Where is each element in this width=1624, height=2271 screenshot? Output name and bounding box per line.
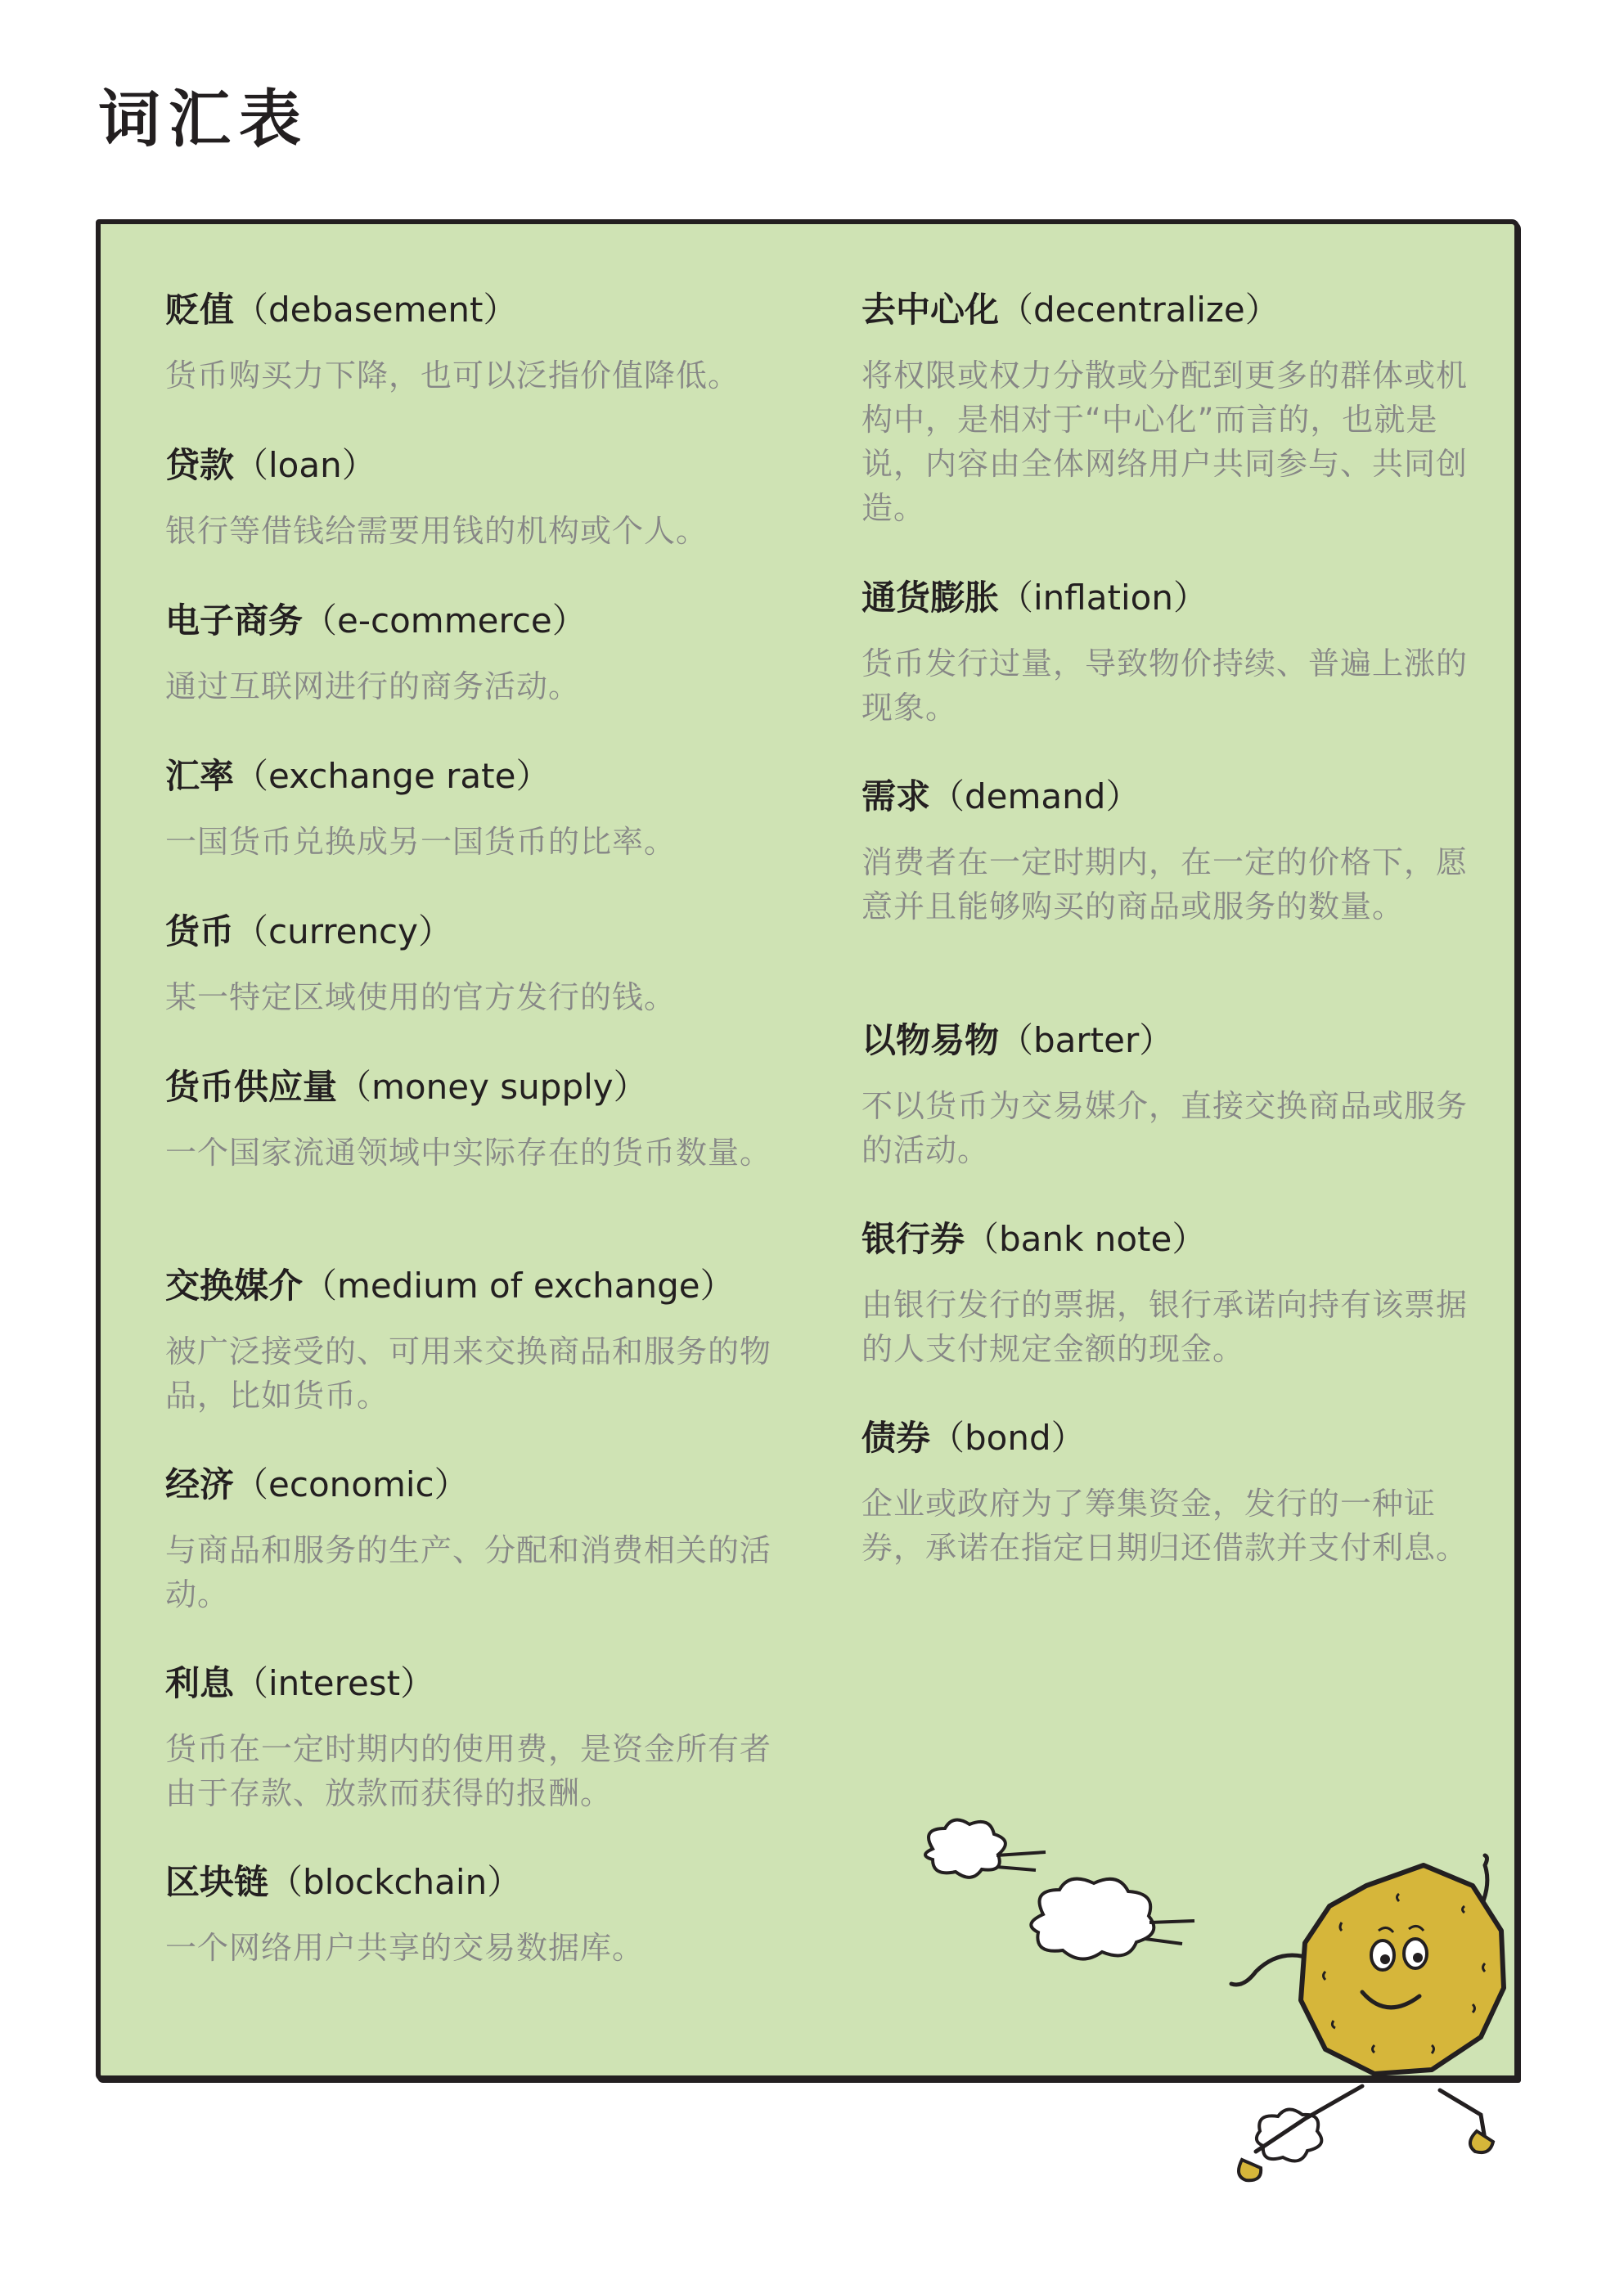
glossary-entry: [861, 1418, 1483, 1570]
glossary-definition: 将权限或权力分散或分配到更多的群体或机构中，是相对于“中心化”而言的，也就是说，内容由全体网络用户共同参与、共同创造。: [861, 358, 1469, 526]
glossary-term: [861, 1219, 1483, 1260]
term-chinese: 利息: [165, 1663, 235, 1703]
glossary-definition: 被广泛接受的、可用来交换商品和服务的物品，比如货币。: [165, 1333, 772, 1414]
glossary-term: [165, 445, 787, 486]
term-chinese: 经济: [165, 1464, 235, 1504]
glossary-entry: [861, 578, 1483, 730]
term-chinese: 电子商务: [165, 600, 304, 641]
term-chinese: 贬值: [165, 290, 235, 330]
glossary-entry: [165, 600, 787, 708]
glossary-definition: 一国货币兑换成另一国货币的比率。: [165, 824, 677, 860]
term-english: （bond）: [930, 1418, 1086, 1458]
glossary-entry: [165, 1464, 787, 1617]
glossary-term: [165, 290, 787, 331]
term-chinese: 银行券: [861, 1219, 965, 1259]
glossary-definition: 通过互联网进行的商务活动。: [165, 668, 581, 704]
glossary-term: [165, 756, 787, 797]
dust-cloud-middle-icon: [1031, 1879, 1194, 1959]
glossary-term: [165, 911, 787, 952]
glossary-entry: [165, 1266, 787, 1418]
term-english: （medium of exchange）: [303, 1266, 735, 1306]
term-english: （blockchain）: [268, 1862, 522, 1902]
term-english: （interest）: [234, 1663, 435, 1703]
page-title: 词汇表: [98, 83, 309, 155]
term-chinese: 通货膨胀: [861, 578, 1000, 618]
term-chinese: 需求: [861, 776, 931, 816]
coin-body-icon: [1301, 1865, 1504, 2074]
glossary-entry: [861, 1219, 1483, 1371]
term-chinese: 以物易物: [861, 1020, 1000, 1060]
glossary-term: [861, 578, 1483, 618]
glossary-entry: [165, 1067, 787, 1175]
glossary-definition: 一个国家流通领域中实际存在的货币数量。: [165, 1135, 772, 1171]
glossary-term: [165, 600, 787, 641]
term-english: （loan）: [234, 445, 376, 485]
term-chinese: 债券: [861, 1418, 931, 1458]
glossary-definition: 某一特定区域使用的官方发行的钱。: [165, 979, 677, 1015]
term-chinese: 货币: [165, 911, 235, 951]
glossary-definition: 货币发行过量，导致物价持续、普遍上涨的现象。: [861, 645, 1469, 726]
term-chinese: 汇率: [165, 756, 235, 796]
term-chinese: 贷款: [165, 445, 235, 485]
glossary-term: [861, 1020, 1483, 1061]
running-coin-mascot-icon: [900, 1808, 1554, 2217]
glossary-entry: [861, 1020, 1483, 1172]
term-english: （barter）: [999, 1020, 1174, 1060]
glossary-definition: 由银行发行的票据，银行承诺向持有该票据的人支付规定金额的现金。: [861, 1287, 1469, 1367]
glossary-term: [165, 1663, 787, 1704]
term-english: （debasement）: [234, 290, 518, 330]
term-english: （bank note）: [965, 1219, 1207, 1259]
term-english: （inflation）: [999, 578, 1208, 618]
glossary-entry: [165, 911, 787, 1019]
glossary-panel: [96, 219, 1519, 2080]
term-english: （money supply）: [337, 1067, 648, 1107]
glossary-entry: [861, 290, 1483, 530]
glossary-definition: 货币在一定时期内的使用费，是资金所有者由于存款、放款而获得的报酬。: [165, 1731, 772, 1811]
glossary-term: [861, 776, 1483, 817]
term-english: （economic）: [234, 1464, 469, 1504]
term-english: （decentralize）: [999, 290, 1280, 330]
glossary-definition: 企业或政府为了筹集资金，发行的一种证券，承诺在指定日期归还借款并支付利息。: [861, 1486, 1469, 1566]
glossary-term: [165, 1067, 787, 1108]
term-english: （exchange rate）: [234, 756, 551, 796]
term-chinese: 货币供应量: [165, 1067, 338, 1107]
glossary-entry: [861, 776, 1483, 929]
glossary-definition: 不以货币为交易媒介，直接交换商品或服务的活动。: [861, 1088, 1469, 1168]
glossary-term: [861, 290, 1483, 331]
term-english: （e-commerce）: [303, 600, 587, 641]
glossary-definition: 货币购买力下降，也可以泛指价值降低。: [165, 358, 740, 393]
glossary-entry: [165, 290, 787, 398]
term-english: （demand）: [930, 776, 1140, 816]
term-chinese: 区块链: [165, 1862, 269, 1902]
dust-cloud-left-icon: [925, 1820, 1046, 1878]
glossary-definition: 一个网络用户共享的交易数据库。: [165, 1930, 645, 1966]
glossary-entry: [165, 756, 787, 864]
glossary-entry: [165, 1862, 787, 1970]
glossary-term: [165, 1862, 787, 1903]
glossary-definition: 与商品和服务的生产、分配和消费相关的活动。: [165, 1532, 772, 1612]
glossary-entry: [165, 1663, 787, 1815]
glossary-entry: [165, 445, 787, 553]
term-english: （currency）: [234, 911, 453, 951]
term-chinese: 去中心化: [861, 290, 1000, 330]
glossary-term: [165, 1464, 787, 1505]
glossary-term: [861, 1418, 1483, 1459]
term-chinese: 交换媒介: [165, 1266, 304, 1306]
glossary-definition: 银行等借钱给需要用钱的机构或个人。: [165, 513, 709, 549]
glossary-definition: 消费者在一定时期内，在一定的价格下，愿意并且能够购买的商品或服务的数量。: [861, 844, 1469, 924]
glossary-term: [165, 1266, 787, 1306]
